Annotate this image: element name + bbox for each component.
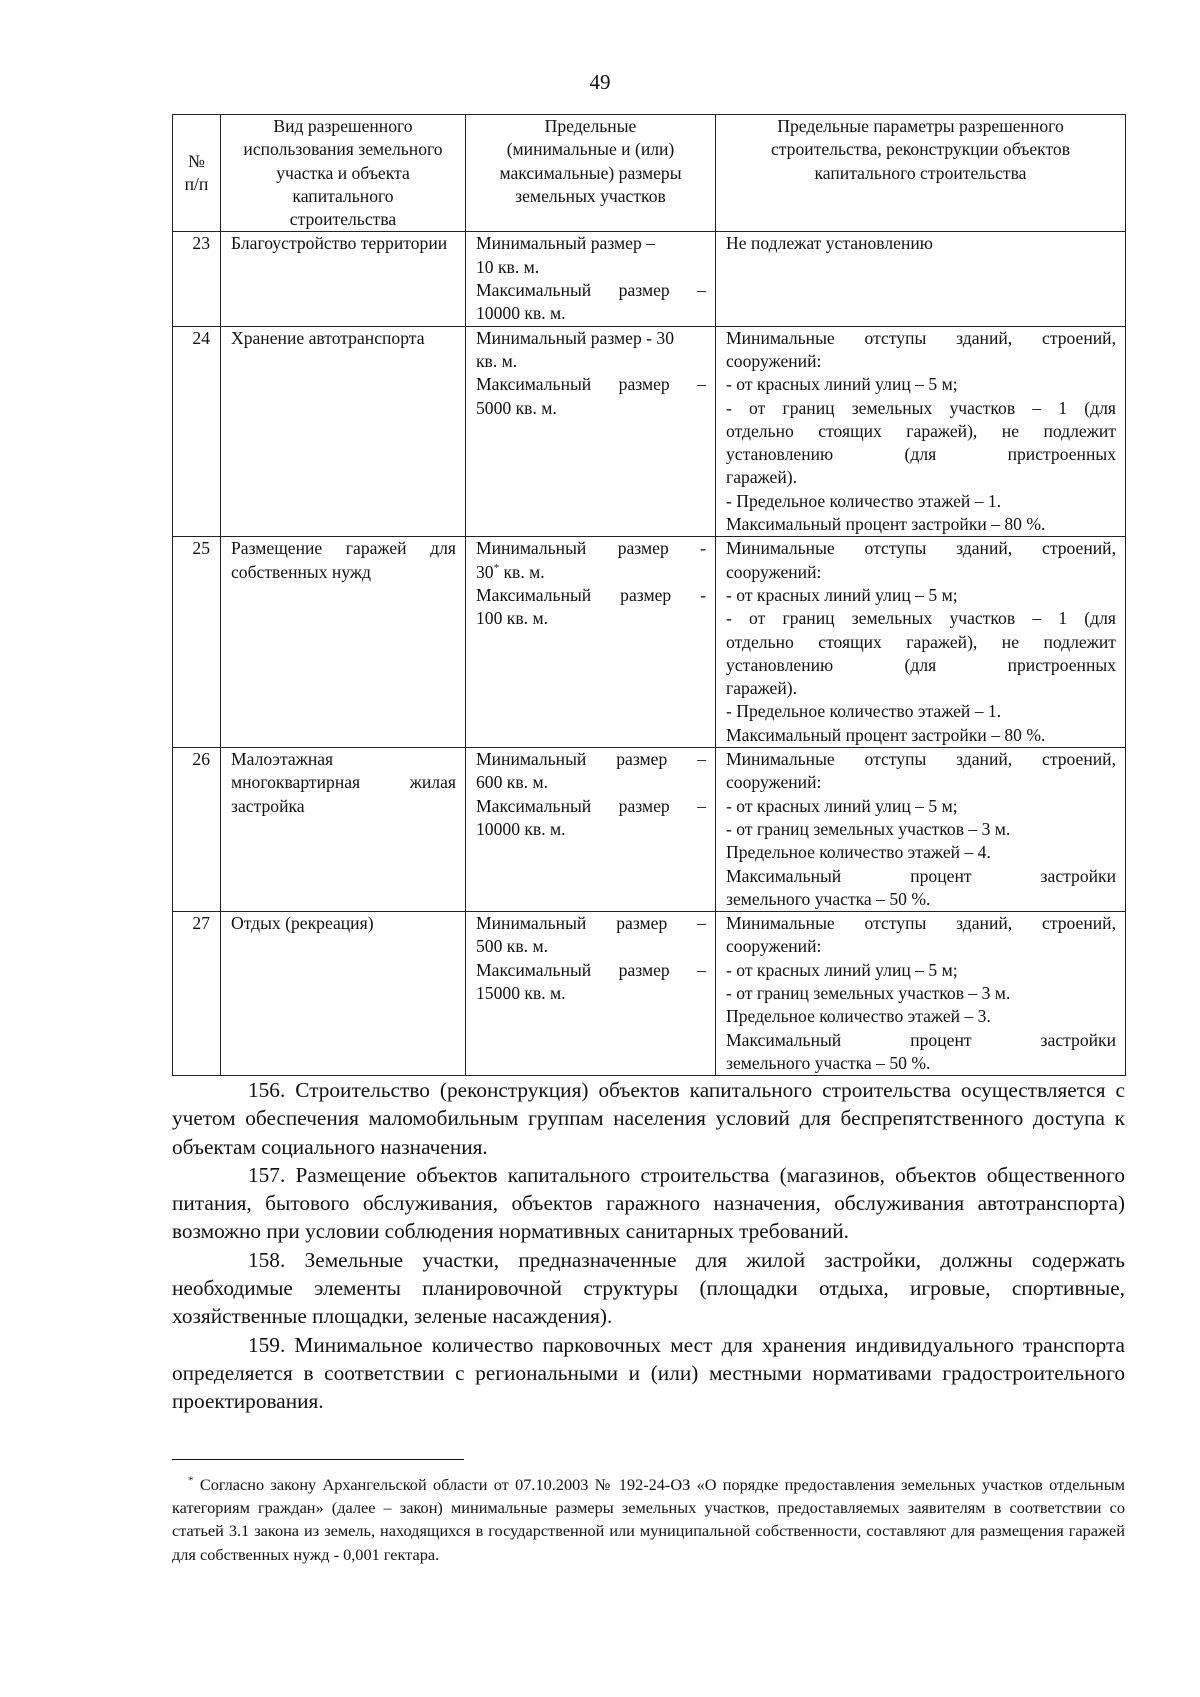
paragraph-156: 156. Строительство (реконструкция) объектов капитального строительства осуществляется с учетом обеспечения маломобильным группам населения условий для беспрепятственного доступа к объектам социального назначения. bbox=[172, 1078, 1125, 1159]
row-size: Минимальный размер – 600 кв. м. Максимальный размер – 10000 кв. м. bbox=[466, 748, 716, 912]
table-row bbox=[173, 537, 1126, 748]
row-size: Минимальный размер - 30* кв. м. Максимальный размер - 100 кв. м. bbox=[466, 537, 716, 748]
row-params: Минимальные отступы зданий, строений, сооружений: - от красных линий улиц – 5 м; - от границ земельных участков – 1 (для отдельно стоящих гаражей), не подлежит установлению (для пристроенных гаражей). - Предельное количество этажей – 1. Максимальный процент застройки – 80 %. bbox=[716, 326, 1126, 537]
row-params: Минимальные отступы зданий, строений, сооружений: - от красных линий улиц – 5 м; - от границ земельных участков – 1 (для отдельно стоящих гаражей), не подлежит установлению (для пристроенных гаражей). - Предельное количество этажей – 1. Максимальный процент застройки – 80 %. bbox=[716, 537, 1126, 748]
row-size: Минимальный размер – 10 кв. м. Максимальный размер – 10000 кв. м. bbox=[466, 232, 716, 326]
header-size: Предельные (минимальные и (или) максимальные) размеры земельных участков bbox=[466, 115, 716, 232]
row-use: Благоустройство территории bbox=[221, 232, 466, 326]
page-number: 49 bbox=[589, 70, 611, 94]
row-params: Минимальные отступы зданий, строений, сооружений: - от красных линий улиц – 5 м; - от границ земельных участков – 3 м. Предельное количество этажей – 3. Максимальный процент застройки земельного участка – 50 %. bbox=[716, 912, 1126, 1076]
row-use: Малоэтажная многоквартирная жилая застройка bbox=[221, 748, 466, 912]
row-number: 26 bbox=[173, 748, 221, 912]
body-text bbox=[172, 1076, 1125, 1416]
header-params: Предельные параметры разрешенного строительства, реконструкции объектов капитального строительства bbox=[716, 115, 1126, 232]
row-size: Минимальный размер - 30 кв. м. Максимальный размер – 5000 кв. м. bbox=[466, 326, 716, 537]
header-use: Вид разрешенного использования земельного участка и объекта капитального строительства bbox=[221, 115, 466, 232]
row-params: Не подлежат установлению bbox=[716, 232, 1126, 326]
row-use: Хранение автотранспорта bbox=[221, 326, 466, 537]
row-size: Минимальный размер – 500 кв. м. Максимальный размер – 15000 кв. м. bbox=[466, 912, 716, 1076]
table-row bbox=[173, 326, 1126, 537]
table-row bbox=[173, 232, 1126, 326]
footnote-separator bbox=[172, 1459, 464, 1460]
footnote-marker: * bbox=[188, 1474, 194, 1487]
footnote bbox=[172, 1473, 1125, 1566]
table-header-row bbox=[173, 115, 1126, 232]
row-number: 25 bbox=[173, 537, 221, 748]
table-row bbox=[173, 912, 1126, 1076]
row-use: Размещение гаражей для собственных нужд bbox=[221, 537, 466, 748]
row-number: 24 bbox=[173, 326, 221, 537]
table-row bbox=[173, 748, 1126, 912]
footnote-marker: * bbox=[493, 561, 500, 574]
header-num: № п/п bbox=[173, 115, 221, 232]
paragraph-158: 158. Земельные участки, предназначенные для жилой застройки, должны содержать необходимые элементы планировочной структуры (площадки отдыха, игровые, спортивные, хозяйственные площадки, зеленые насаждения). bbox=[172, 1247, 1125, 1329]
footnote-text: Согласно закону Архангельской области от 07.10.2003 № 192-24-ОЗ «О порядке предоставления земельных участков отдельным категориям граждан» (далее – закон) минимальные размеры земельных участков, предоставляемых заявителям в соответствии со статьей 3.1 закона из земель, находящихся в государственной или муниципальной собственности, составляют для размещения гаражей для собственных нужд - 0,001 гектара. bbox=[172, 1475, 1125, 1564]
row-number: 27 bbox=[173, 912, 221, 1076]
row-number: 23 bbox=[173, 232, 221, 326]
land-use-table bbox=[172, 114, 1126, 1076]
paragraph-159: 159. Минимальное количество парковочных мест для хранения индивидуального транспорта определяется в соответствии с региональными и (или) местными нормативами градостроительного проектирования. bbox=[172, 1332, 1125, 1414]
row-params: Минимальные отступы зданий, строений, сооружений: - от красных линий улиц – 5 м; - от границ земельных участков – 3 м. Предельное количество этажей – 4. Максимальный процент застройки земельного участка – 50 %. bbox=[716, 748, 1126, 912]
row-use: Отдых (рекреация) bbox=[221, 912, 466, 1076]
paragraph-157: 157. Размещение объектов капитального строительства (магазинов, объектов общественного питания, бытового обслуживания, объектов гаражного назначения, обслуживания автотранспорта) возможно при условии соблюдения нормативных санитарных требований. bbox=[172, 1162, 1125, 1244]
